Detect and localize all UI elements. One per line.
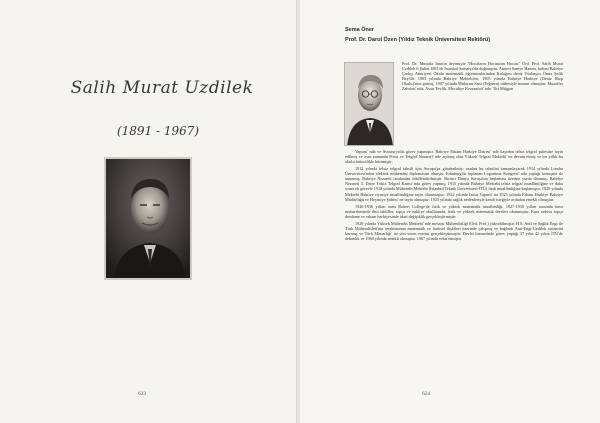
portrait-image-left: [106, 159, 192, 280]
portrait-photo-left: [104, 157, 192, 280]
page-number-left: 623: [138, 391, 147, 397]
life-years: (1891 - 1967): [116, 124, 200, 138]
body-paragraph: Vapuru' nda ve Avusturya'da görev yapmıştır. Bahriye Erkanı Harbiye Dairesi' nde kaşeden telsiz telgraf şubesine tayin edilmiş ve aynı zamanda Posta ve Telgraf Nezareti' nde açılmış olan Yüksek Telgraf Mektebi' ne devam etmiş ve bir yıllık bu okulu birincilikle bitirmiştir.: [345, 149, 563, 165]
author-name: Sema Öner: [345, 27, 375, 33]
left-page: [0, 0, 298, 423]
portrait-photo-right: [344, 62, 394, 146]
portrait-image-right: [345, 63, 394, 146]
body-paragraph: 1929 yılında Yüksek Mühendis Mektebi' nde mesaisi Mühendisliği (Ord. Prof.) yükseltilmiştir. H.S. Anil ve Sağlık Engi ile Türk Mühendisleri'nin teraküzunun matematik ve fiziksel ilişkileri üzerinde çalışmış ve bağlantı Anıl-Engi-Uzdilek sistemini kurmuş ve Türk Mimarlığı' ne yön veren eserini gerçekleştirmiştir. Devlet hizmetinde görev yaptığı 37 yılın 42 yılını İTÜ'de dekanlık ve 1960 yılında emekli olmuştur. 1967 yılında vefat etmiştir.: [345, 220, 563, 241]
author-affiliation: Prof. Dr. Darul Özen (Yıldız Teknik Üniversitesi Rektörü): [345, 37, 491, 43]
page-number-right: 624: [422, 391, 431, 397]
body-paragraph: 1912 yılında telsiz telgraf tahsili için Avrupa'ya gönderilmiş; oradan bu tahsilini tamamlayarak 1914 yılında Londra Üniversitesi'nden elektrik mühendisi diplomasını almıştır. Edinburg'da toplanan Logaritma Kongresi' nde yaptığı konuşma ile tanınmış, Bahriye Nezareti tarafından ödüllendirilmiştir. Birinci Dünya Savaşı'nın başlaması üzerine yurda dönmüş; Bahriye Nezareti 3. Daire Telsiz Telgraf Kısmı' nda görev yapmış; 1915 yılında Bahriye Mektebi telsiz telgraf muallimliğine ve daha sonra ek görevle 1918 yılında Mühendis Mektebi (İstanbul Teknik Üniversitesi-İTÜ) fizik muallimliğine başlamıştır. 1920 yılında Mektebi Bahriye riyaziye muallimliğine tayin olunmuştur. 1922 yılında İzmir Vapuru' na 1923 yılında Erkanı Harbiye Bahriye Müdürlüğü ve Hoyiniye Şubesi' ne tayin olmuştur. 1925 yılında sağlık nedenleriyle kendi isteğiyle ordudan emekli olmuştur.: [345, 166, 563, 202]
intro-paragraph: Prof. Dr. Mustafa İnan'ın deyimiyle "Hocaların Hocasının Hocası" Ord. Prof. Salih Murat Uzdilek 6 Şubat 1891'de İstanbul Samatya'da doğmuştur. Annesi Saniye Hanım, babası Bahriye Çarkçı Amiriyesi Okulu matematik öğretmenlerinden Kolağası deniz Yüzbaşısı Ömer Şefik Bey'dir. 1903 yılında Bahriye Mektebi'ne, 1905 yılında Bahriye Harbiye (Deniz Harp Okulu)'sine girmiş, 1907 yılında Mülazım Sani (Teğmen) rütbesiyle mezun olmuştur. Muzaffer Zabıtası' nda, Asarı Tevfik, Mecidiye Kruvazörü' nde, Tiri Müjgan: [402, 61, 563, 92]
body-paragraph: 1926-1936 yılları arası Robert College'de fizik ve yüksek matematik muallimliği, 1927-1930 yılları arasında hava muharebesinde ilmi tahliller, topçu ve nakliye okullarında, fizik ve yüksek matematik dersleri okutmuştur. Kara ordusu topçu dershane ve erkanı harbiyesinde idari değişiklik gerçekleştirmiştir.: [345, 203, 563, 219]
biography-title: Salih Murat Uzdilek: [70, 78, 254, 98]
body-text: [345, 149, 563, 243]
